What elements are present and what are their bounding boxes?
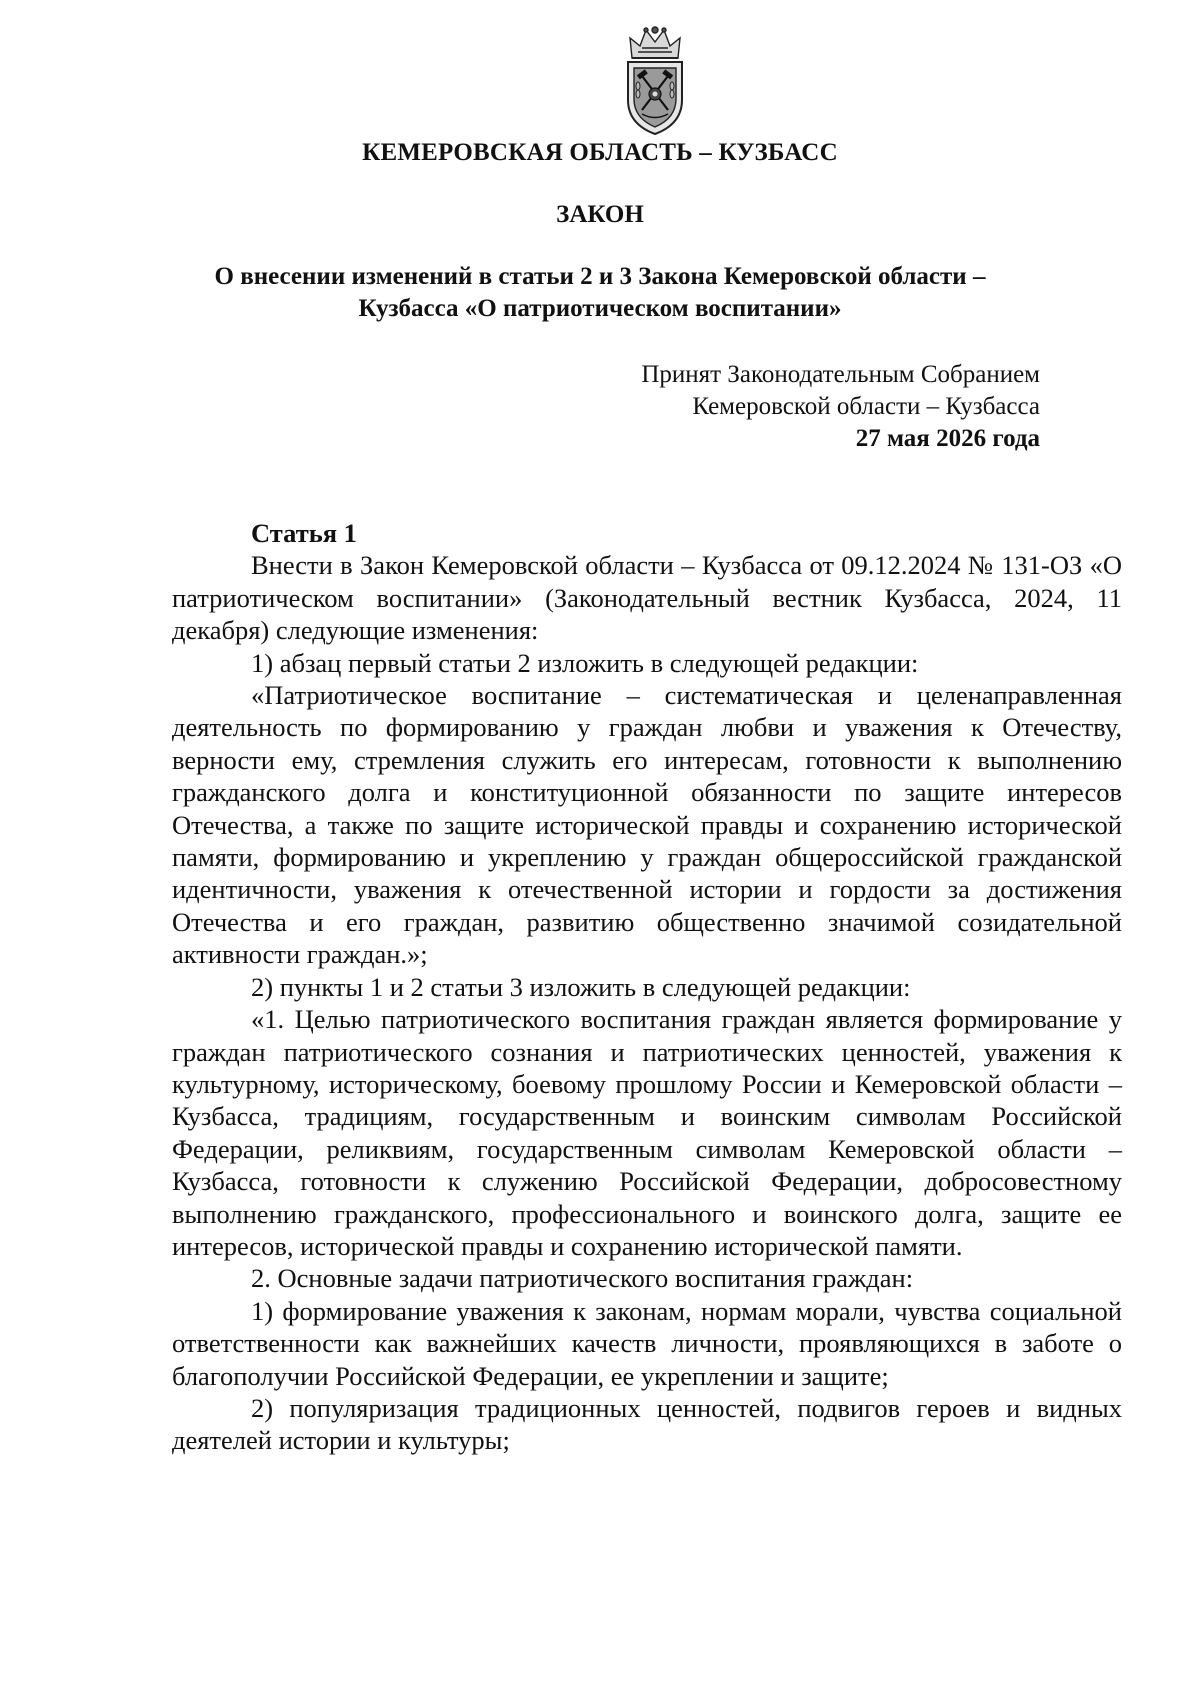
paragraph: 1) формирование уважения к законам, нормам морали, чувства социальной ответственности как важнейших качеств личности, проявляющихся в заботе о благополучии Российской Федерации, ее укреплении и защите; [172,1295,1122,1391]
paragraph: 1) абзац первый статьи 2 изложить в следующей редакции: [251,647,919,678]
paragraph: 2) популяризация традиционных ценностей, подвигов героев и видных деятелей истории и культуры; [172,1392,1122,1456]
law-title-line-2: Кузбасса «О патриотическом воспитании» [358,295,842,322]
paragraph: «1. Целью патриотического воспитания граждан является формирование у граждан патриотического сознания и патриотических ценностей, уважения к культурному, историческому, боевому прошлому России и Кемеровской области – Кузбасса, традициям, государственным и воинским символам Российской Федерации, реликвиям, государственным символам Кемеровской области – Кузбасса, готовности к служению Российской Федерации, добросовестному выполнению гражданского, профессионального и воинского долга, защите ее интересов, исторической правды и сохранению исторической памяти. [172,1004,1122,1261]
adoption-date: 27 мая 2026 года [855,425,1040,452]
document-type: ЗАКОН [556,201,644,228]
article-heading: Статья 1 [251,518,357,548]
law-title-line-1: О внесении изменений в статьи 2 и 3 Закона Кемеровской области – [214,263,986,290]
paragraph: 2) пункты 1 и 2 статьи 3 изложить в следующей редакции: [251,971,911,1002]
coat-of-arms-icon [622,24,688,136]
region-name: КЕМЕРОВСКАЯ ОБЛАСТЬ – КУЗБАСС [362,139,838,166]
adoption-line-2: Кемеровской области – Кузбасса [692,393,1040,420]
paragraph: Внести в Закон Кемеровской области – Кузбасса от 09.12.2024 № 131-ОЗ «О патриотическом воспитании» (Законодательный вестник Кузбасса, 2024, 11 декабря) следующие изменения: [172,550,1122,646]
adoption-line-1: Принят Законодательным Собранием [641,361,1040,388]
paragraph: «Патриотическое воспитание – систематическая и целенаправленная деятельность по формированию у граждан любви и уважения к Отечеству, верности ему, стремления служить его интересам, готовности к выполнению гражданского долга и конституционной обязанности по защите интересов Отечества, а также по защите исторической правды и сохранению исторической памяти, формированию и укреплению у граждан общероссийской гражданской идентичности, уважения к отечественной истории и гордости за достижения Отечества и его граждан, развитию общественно значимой созидательной активности граждан.»; [172,680,1122,970]
paragraph: 2. Основные задачи патриотического воспитания граждан: [251,1263,914,1294]
article-body [172,517,1122,1457]
